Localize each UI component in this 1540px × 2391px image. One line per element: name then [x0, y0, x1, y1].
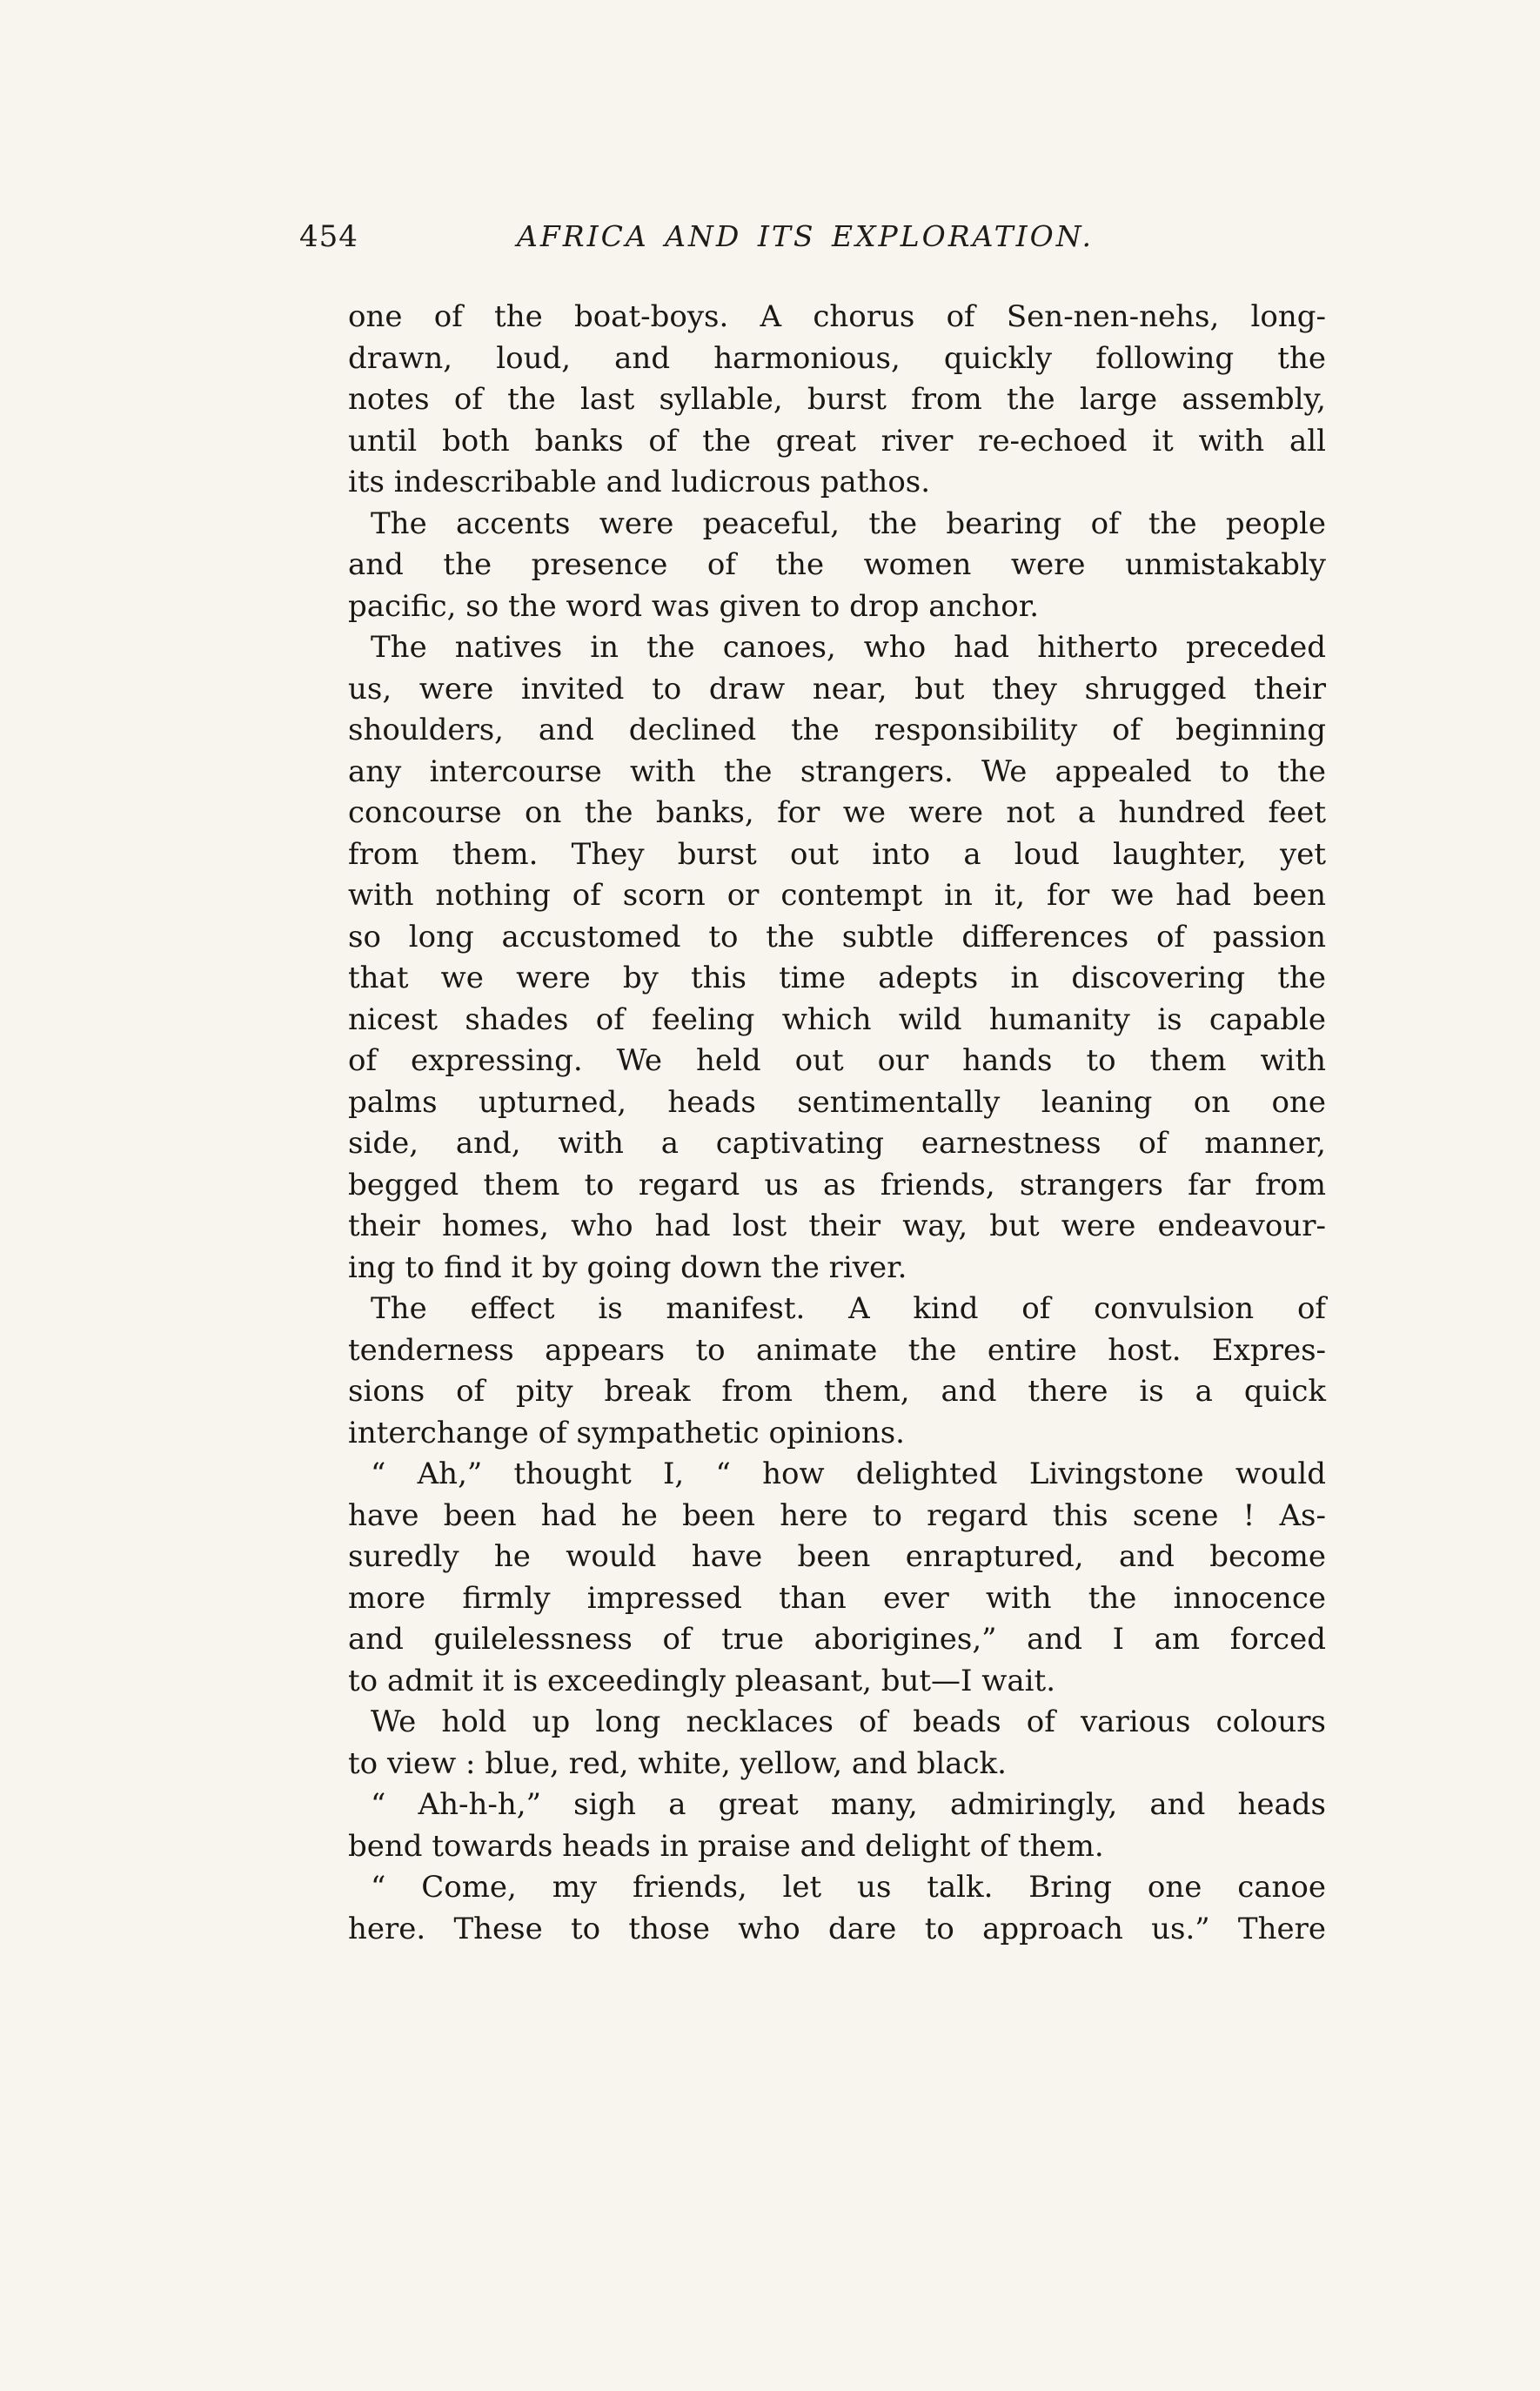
body-text [348, 297, 1326, 1950]
text-line: more firmly impressed than ever with the innocence [348, 1580, 1326, 1616]
text-line: with nothing of scorn or contempt in it, for we had been [348, 878, 1326, 913]
text-line: shoulders, and declined the responsibility of beginning [348, 713, 1326, 747]
text-line: “ Come, my friends, let us talk. Bring one canoe [371, 1870, 1326, 1905]
text-line: tenderness appears to animate the entire host. Expres- [348, 1332, 1326, 1368]
text-line: begged them to regard us as friends, strangers far from [348, 1167, 1326, 1202]
text-line: side, and, with a captivating earnestness of manner, [348, 1126, 1326, 1161]
text-line: until both banks of the great river re-echoed it with all [348, 423, 1326, 459]
text-line: one of the boat-boys. A chorus of Sen-nen-nehs, long- [348, 299, 1326, 334]
text-line: palms upturned, heads sentimentally leaning on one [348, 1084, 1326, 1120]
text-line: The natives in the canoes, who had hitherto preceded [371, 630, 1326, 665]
page-number: 454 [299, 219, 358, 254]
text-line: from them. They burst out into a loud laughter, yet [348, 836, 1326, 872]
text-line: pacific, so the word was given to drop anchor. [348, 588, 1040, 624]
text-line: “ Ah,” thought I, “ how delighted Livingstone would [371, 1457, 1326, 1491]
text-line: their homes, who had lost their way, but were endeavour- [348, 1209, 1326, 1243]
text-line: that we were by this time adepts in discovering the [348, 961, 1326, 995]
text-line: We hold up long necklaces of beads of various colours [371, 1705, 1326, 1739]
text-line: and the presence of the women were unmistakably [348, 547, 1326, 582]
text-line: The effect is manifest. A kind of convulsion of [371, 1291, 1326, 1326]
text-line: so long accustomed to the subtle differences of passion [348, 919, 1326, 954]
text-line: interchange of sympathetic opinions. [348, 1415, 905, 1450]
text-line: of expressing. We held out our hands to them with [348, 1043, 1326, 1078]
page-header [299, 219, 1326, 265]
running-head: AFRICA AND ITS EXPLORATION. [517, 219, 1094, 253]
text-line: sions of pity break from them, and there is a quick [348, 1374, 1326, 1409]
text-line: notes of the last syllable, burst from the large assembly, [348, 382, 1326, 417]
text-line: its indescribable and ludicrous pathos. [348, 465, 931, 499]
text-line: ing to find it by going down the river. [348, 1249, 907, 1285]
text-line: “ Ah-h-h,” sigh a great many, admiringly, and heads [371, 1787, 1326, 1822]
text-line: suredly he would have been enraptured, and become [348, 1539, 1326, 1574]
text-line: us, were invited to draw near, but they shrugged their [348, 671, 1326, 707]
text-line: drawn, loud, and harmonious, quickly following the [348, 340, 1326, 376]
text-line: to admit it is exceedingly pleasant, but—I wait. [348, 1663, 1056, 1698]
text-line: here. These to those who dare to approach us.” There [348, 1911, 1326, 1946]
text-line: concourse on the banks, for we were not a hundred feet [348, 795, 1326, 830]
text-line: The accents were peaceful, the bearing of the people [371, 506, 1326, 541]
text-line: have been had he been here to regard this scene ! As- [348, 1497, 1326, 1533]
text-line: nicest shades of feeling which wild humanity is capable [348, 1001, 1326, 1037]
text-line: any intercourse with the strangers. We appealed to the [348, 753, 1326, 789]
text-line: to view : blue, red, white, yellow, and black. [348, 1745, 1007, 1781]
text-line: bend towards heads in praise and delight of them. [348, 1828, 1104, 1864]
text-line: and guilelessness of true aborigines,” and I am forced [348, 1622, 1326, 1657]
